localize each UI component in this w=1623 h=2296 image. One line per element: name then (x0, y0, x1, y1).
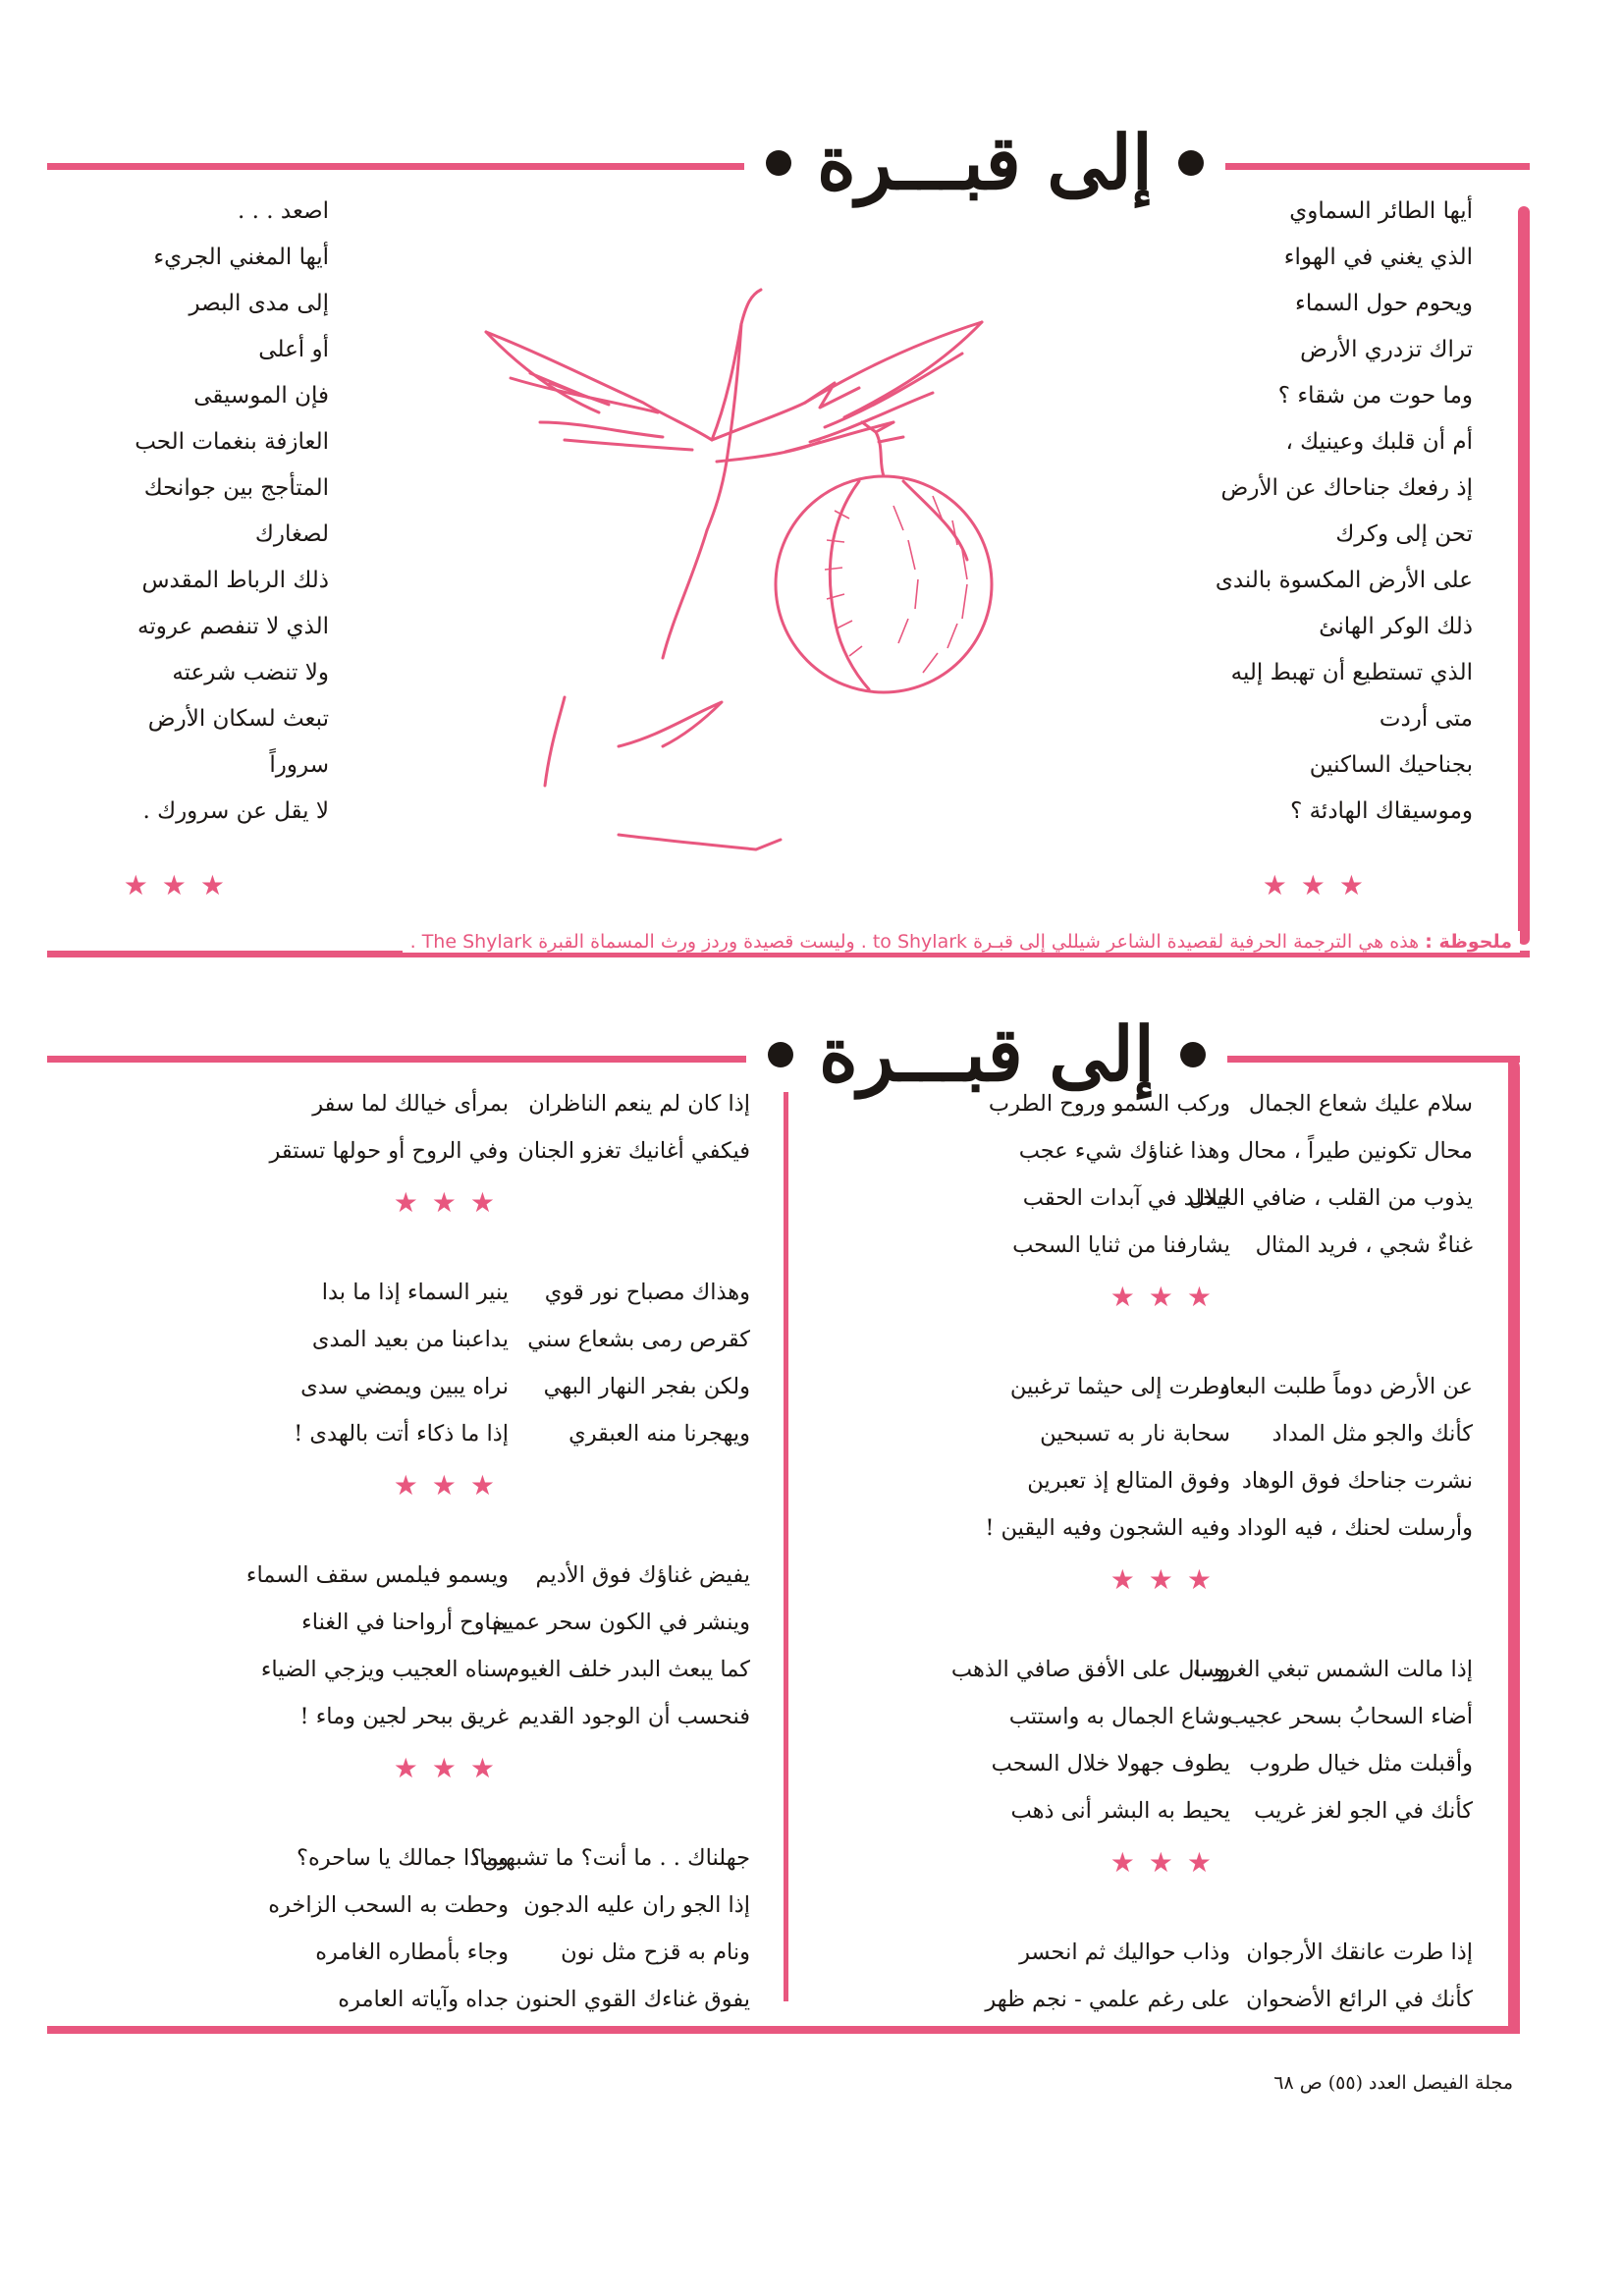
verse-line: فيكفي أغانيك تغزو الجنان (517, 1138, 750, 1164)
stanza-2-hemistich-b (985, 1363, 1230, 1552)
verse-line: غريق ببحر لجين وماء ! (299, 1704, 509, 1729)
verse-line: ويهجرنا منه العبقري (568, 1421, 750, 1447)
note-label: ملحوظة : (1425, 931, 1512, 953)
verse-line: على رغم علمي - نجم ظهر (985, 1987, 1230, 2012)
poem1-right-line: الذي تستطيع أن تهبط إليه (1230, 660, 1473, 685)
verse-line: وشاع الجمال به واستتب (1008, 1704, 1230, 1729)
poem2-right-bar (1508, 1056, 1520, 2033)
poem1-right-line: على الأرض المكسوة بالندى (1215, 568, 1473, 593)
poem1-right-line: إذ رفعك جناحاك عن الأرض (1220, 475, 1473, 501)
verse-line: وأرسلت لحنك ، فيه الوداد (1236, 1515, 1473, 1541)
verse-line: كأنك والجو مثل المداد (1271, 1421, 1473, 1447)
verse-line: إذا الجو ران عليه الدجون (523, 1892, 750, 1918)
verse-line: وهذاك مصباح نور قوي (544, 1280, 750, 1305)
poem1-right-line: وموسيقاك الهادئة ؟ (1290, 798, 1473, 824)
poem1-left-line: تبعث لسكان الأرض (147, 706, 329, 732)
poem1-title: إلى قبـــرة (817, 119, 1153, 206)
verse-line: يحيط به البشر أنى ذهب (1010, 1798, 1230, 1824)
stanza-2-hemistich-b (294, 1269, 509, 1457)
poem1-right-bar (1518, 206, 1530, 945)
stanza-1-hemistich-b (989, 1080, 1230, 1269)
stanza-2-hemistich-a (527, 1269, 750, 1457)
stanza-separator-stars: ★★★ (393, 1469, 509, 1502)
verse-line: يطوف جهولا خلال السحب (991, 1751, 1230, 1777)
verse-line: وطرت إلى حيثما ترغبين (1009, 1374, 1230, 1399)
poem1-left-line: الذي لا تنفصم عروته (136, 614, 329, 639)
verse-line: كما يبعث البدر خلف الغيوم (506, 1657, 750, 1682)
stanza-1-hemistich-b (269, 1080, 509, 1175)
poem1-right-line: وما حوت من شقاء ؟ (1277, 383, 1473, 409)
bullet-icon (1180, 1042, 1206, 1067)
stanza-3-hemistich-b (951, 1646, 1230, 1834)
verse-line: وفوق المتالع إذ تعبرين (1027, 1468, 1230, 1494)
stanza-4-hemistich-a (470, 1834, 750, 2023)
stanza-4-hemistich-b (268, 1834, 509, 2023)
poem1-left-line: لصغارك (254, 521, 329, 547)
poem1-heading (744, 119, 1225, 206)
poem1-left-line: اصعد . . . (238, 198, 329, 224)
verse-line: وذاب حواليك ثم انحسر (1019, 1940, 1230, 1965)
stanza-1-hemistich-a (517, 1080, 750, 1175)
translation-note (403, 931, 1520, 953)
verse-line: وجاء بأمطاره الغامره (315, 1940, 509, 1965)
verse-line: وركب السمو وروح الطرب (988, 1091, 1230, 1117)
poem1-right-line: ويحوم حول السماء (1295, 291, 1473, 316)
verse-line: عن الأرض دوماً طلبت البعاد (1219, 1374, 1473, 1399)
verse-line: إذا ما ذكاء أتت بالهدى ! (294, 1421, 509, 1447)
poem1-left-line: ولا تنضب شرعته (172, 660, 329, 685)
verse-line: إذا طرت عانقك الأرجوان (1246, 1940, 1473, 1965)
poem1-right-line: أيها الطائر السماوي (1289, 198, 1473, 224)
poem1-stars-left: ★★★ (123, 869, 239, 902)
poem1-left-line: المتأجج بين جوانحك (143, 475, 329, 501)
page-footer: مجلة الفيصل العدد (٥٥) ص ٦٨ (1273, 2072, 1513, 2094)
poem1-right-line: متى أردت (1379, 706, 1473, 732)
verse-line: إذا كان لم ينعم الناظران (528, 1091, 750, 1117)
verse-line: سناه العجيب ويزجي الضياء (260, 1657, 509, 1682)
stanza-3-hemistich-a (493, 1552, 750, 1740)
verse-line: وفيه الشجون وفيه اليقين ! (985, 1515, 1230, 1541)
verse-line: وحطت به السحب الزاخره (268, 1892, 509, 1918)
poem1-right-line: أم أن قلبك وعينيك ، (1285, 429, 1473, 455)
verse-line: سحابة نار به تسبحين (1040, 1421, 1230, 1447)
poem1-right-line: بجناحيك الساكنين (1309, 752, 1473, 778)
stanza-separator-stars: ★★★ (1109, 1846, 1225, 1879)
poem1-left-line: إلى مدى البصر (189, 291, 329, 316)
verse-line: كأنك في الرائع الأضحوان (1246, 1987, 1473, 2012)
poem1-left-column (135, 189, 329, 835)
verse-line: كقرص رمى بشعاع سني (527, 1327, 750, 1352)
verse-line: ولكن بفجر النهار البهي (543, 1374, 750, 1399)
verse-line: يذوب من القلب ، ضافي الجلال (1188, 1185, 1473, 1211)
bullet-icon (766, 150, 791, 176)
column-divider (784, 1061, 788, 2001)
poem2-title: إلى قبـــرة (819, 1011, 1155, 1098)
stanza-4-hemistich-b (985, 1929, 1230, 2023)
poem2-bottom-rule (47, 2026, 1520, 2034)
poem1-left-line: ذلك الرباط المقدس (141, 568, 329, 593)
poem1-right-line: ذلك الوكر الهانئ (1319, 614, 1473, 639)
poem1-left-line: العازفة بنغمات الحب (135, 429, 329, 455)
verse-line: سلام عليك شعاع الجمال (1248, 1091, 1473, 1117)
verse-line: وسال على الأفق صافي الذهب (950, 1657, 1230, 1682)
verse-line: إذا مالت الشمس تبغي الغروب (1193, 1657, 1473, 1682)
stanza-3-hemistich-a (1193, 1646, 1473, 1834)
poem1-left-line: أيها المغني الجريء (153, 245, 329, 270)
verse-line: وهذا غناؤك شيء عجب (1018, 1138, 1230, 1164)
verse-line: وأقبلت مثل خيال طروب (1249, 1751, 1473, 1777)
stanza-separator-stars: ★★★ (1109, 1563, 1225, 1596)
verse-line: وينشر في الكون سحر عميم (492, 1610, 750, 1635)
verse-line: ويسمو فيلمس سقف السماء (245, 1562, 509, 1588)
stanza-1-hemistich-a (1189, 1080, 1473, 1269)
verse-line: فنحسب أن الوجود القديم (517, 1704, 750, 1729)
verse-line: غناءٌ شجي ، فريد المثال (1255, 1232, 1473, 1258)
verse-line: وفي الروح أو حولها تستقر (269, 1138, 509, 1164)
verse-line: نشرت جناحك فوق الوهاد (1241, 1468, 1473, 1494)
stanza-3-hemistich-b (246, 1552, 509, 1740)
poem1-right-line: تراك تزدري الأرض (1300, 337, 1473, 362)
stanza-separator-stars: ★★★ (393, 1186, 509, 1219)
verse-line: ليخلد في آبدات الحقب (1022, 1185, 1230, 1211)
bullet-icon (1178, 150, 1204, 176)
verse-line: ينير السماء إذا ما بدا (321, 1280, 509, 1305)
verse-line: نراه يبين ويمضي سدى (300, 1374, 509, 1399)
poem1-left-line: أو أعلى (258, 337, 329, 362)
verse-line: جداه وآياته العامره (338, 1987, 509, 2012)
verse-line: يشارفنا من ثنايا السحب (1012, 1232, 1230, 1258)
verse-line: كأنك في الجو لغز غريب (1254, 1798, 1473, 1824)
poem1-right-line: تحن إلى وكرك (1335, 521, 1473, 547)
verse-line: يفاوح أرواحنا في الغناء (301, 1610, 509, 1635)
verse-line: يفيض غناؤك فوق الأديم (535, 1562, 750, 1588)
verse-line: يفوق غناءك القوي الحنون (514, 1987, 750, 2012)
stanza-separator-stars: ★★★ (393, 1752, 509, 1784)
skylark-illustration (471, 285, 1159, 864)
bullet-icon (768, 1042, 793, 1067)
poem1-right-column (1216, 189, 1473, 835)
stanza-2-hemistich-a (1219, 1363, 1473, 1552)
verse-line: بمرأى خيالك لما سفر (312, 1091, 509, 1117)
note-text: هذه هي الترجمة الحرفية لقصيدة الشاعر شيللي إلى قبـرة to Shylark . وليست قصيدة وردز ورث المسماة القبرة The Shylark . (409, 931, 1420, 953)
verse-line: محال تكونين طيراً ، محال (1237, 1138, 1473, 1164)
verse-line: جهلناك . . ما أنت؟ ما تشبهين؟ (470, 1845, 750, 1871)
verse-line: أضاء السحابُ بسحر عجيب (1226, 1704, 1473, 1729)
poem1-left-line: لا يقل عن سرورك . (142, 798, 329, 824)
poem1-right-line: الذي يغني في الهواء (1283, 245, 1473, 270)
poem1-stars-right: ★★★ (1262, 869, 1378, 902)
verse-line: ونام به قزح مثل نون (561, 1940, 750, 1965)
poem1-left-line: فإن الموسيقى (193, 383, 329, 409)
verse-line: وماذا جمالك يا ساحره؟ (297, 1845, 509, 1871)
stanza-separator-stars: ★★★ (1109, 1281, 1225, 1313)
poem1-left-line: سروراً (269, 752, 329, 778)
verse-line: يداعبنا من بعيد المدى (311, 1327, 509, 1352)
stanza-4-hemistich-a (1246, 1929, 1473, 2023)
